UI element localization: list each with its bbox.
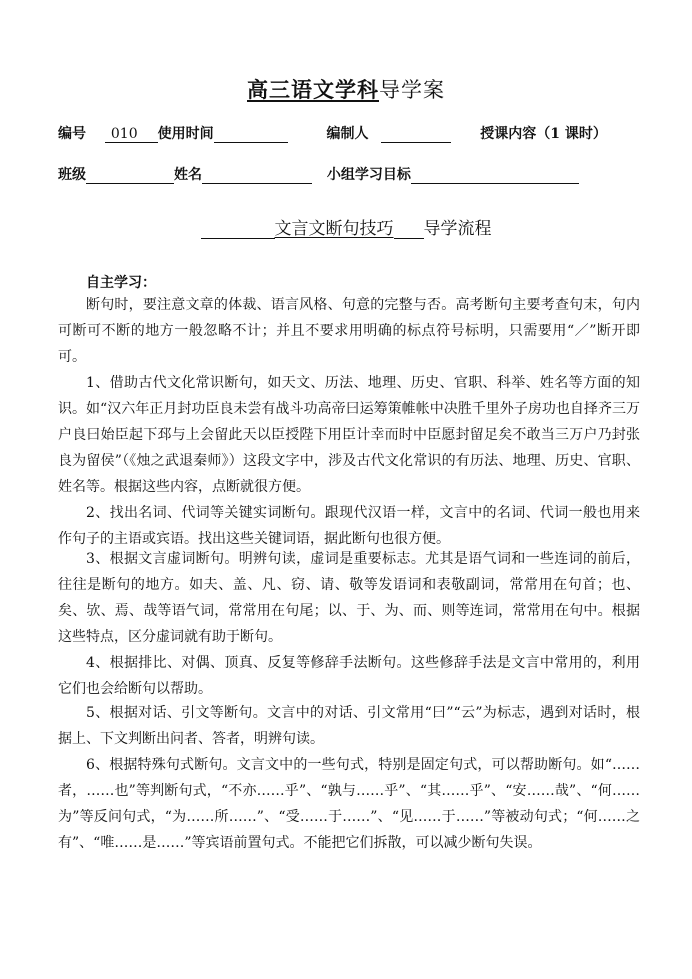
number-label: 编号 <box>58 126 86 142</box>
time-label: 使用时间 <box>157 126 214 142</box>
method-4-paragraph: 4、根据排比、对偶、顶真、反复等修辞手法断句。这些修辞手法是文言中常用的，利用它们也会给断句以帮助。 <box>58 655 640 697</box>
lesson-subtitle <box>0 214 692 239</box>
topic-blank-right <box>394 220 424 239</box>
self-study-heading: 自主学习： <box>86 275 156 291</box>
meta-row-1 <box>58 123 607 143</box>
class-label: 班级 <box>58 167 86 183</box>
method-1-paragraph: 1、借助古代文化常识断句，如天文、历法、地理、历史、官职、科举、姓名等方面的知识。如“汉六年正月封功臣良未尝有战斗功高帝曰运筹策帷帐中决胜千里外子房功也自择齐三万户良曰始臣起下邳与上会留此天以臣授陛下用臣计幸而时中臣愿封留足矣不敢当三万户乃封张良为留侯”（《烛之武退秦师》）这段文字中，涉及古代文化常识的有历法、地理、历史、官职、姓名等。根据这些内容，点断就很方便。 <box>58 375 640 495</box>
title-subject: 高三语文学科 <box>247 77 379 102</box>
group-goal-blank[interactable] <box>411 167 579 184</box>
topic-blank-left <box>201 220 275 239</box>
method-3-paragraph: 3、根据文言虚词断句。明辨句读，虚词是重要标志。尤其是语气词和一些连词的前后，往往是断句的地方。如夫、盖、凡、窃、请、敬等发语词和表敬副词，常常用在句首；也、矣、欤、焉、哉等语气词，常常用在句尾；以、于、为、而、则等连词，常常用在句中。根据这些特点，区分虚词就有助于断句。 <box>58 551 640 645</box>
author-label: 编制人 <box>326 126 369 142</box>
time-blank[interactable] <box>214 126 288 143</box>
page-title <box>0 74 692 104</box>
class-blank[interactable] <box>86 167 174 184</box>
title-suffix: 导学案 <box>379 78 445 102</box>
author-blank[interactable] <box>381 126 451 143</box>
content-label: 授课内容（1 课时） <box>480 126 607 142</box>
name-label: 姓名 <box>174 167 202 183</box>
method-6-paragraph: 6、根据特殊句式断句。文言文中的一些句式，特别是固定句式，可以帮助断句。如“……者，……也”等判断句式，“不亦……乎”、“孰与……乎”、“其……乎”、“安……哉”、“何……为”等反问句式，“为……所……”、“受……于……”、“见……于……”等被动句式；“何……之有”、“唯……是……”等宾语前置句式。不能把它们拆散，可以减少断句失误。 <box>58 757 640 851</box>
number-value: 010 <box>105 126 158 143</box>
topic-title: 文言文断句技巧 <box>274 219 394 239</box>
method-2-paragraph: 2、找出名词、代词等关键实词断句。跟现代汉语一样，文言中的名词、代词一般也用来作句子的主语或宾语。找出这些关键词语，据此断句也很方便。 <box>58 505 640 547</box>
group-goal-label: 小组学习目标 <box>326 167 411 183</box>
method-5-paragraph: 5、根据对话、引文等断句。文言中的对话、引文常用“曰”“云”为标志，遇到对话时，根据上、下文判断出问者、答者，明辨句读。 <box>58 705 640 747</box>
meta-row-2 <box>58 164 579 184</box>
topic-suffix: 导学流程 <box>423 219 492 239</box>
name-blank[interactable] <box>202 167 312 184</box>
intro-paragraph: 断句时，要注意文章的体裁、语言风格、句意的完整与否。高考断句主要考查句末，句内可断可不断的地方一般忽略不计；并且不要求用明确的标点符号标明，只需要用“／”断开即可。 <box>58 297 640 365</box>
